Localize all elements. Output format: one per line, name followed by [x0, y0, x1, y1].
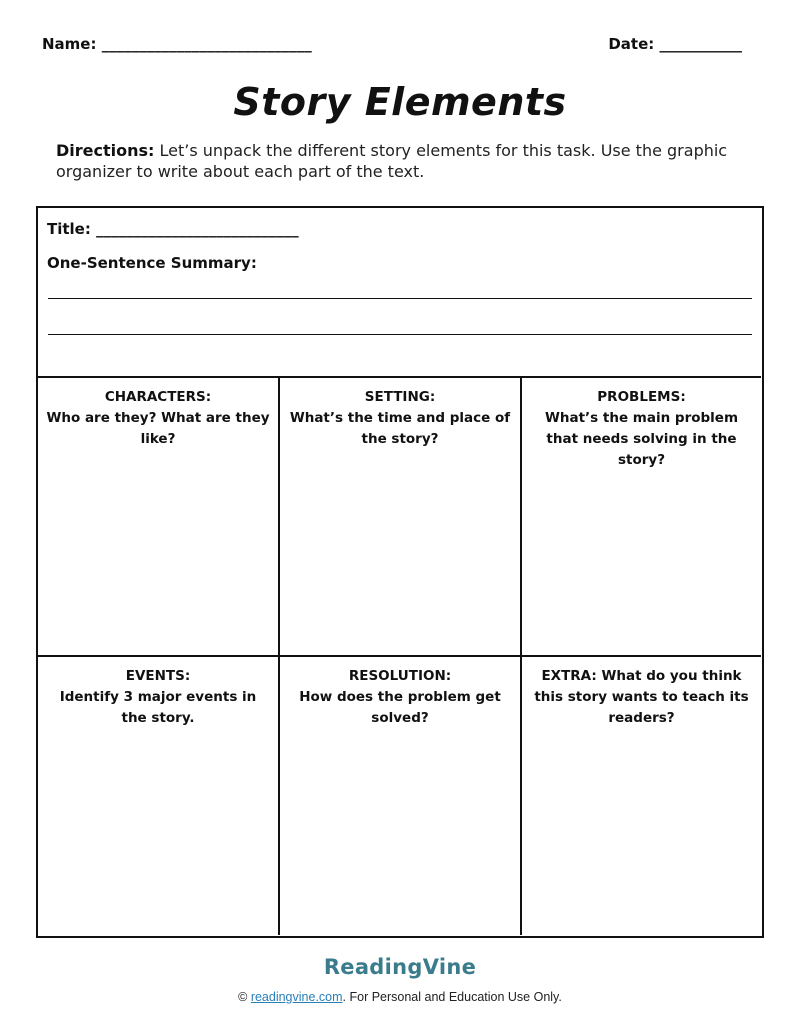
summary-line-2[interactable] [48, 334, 752, 335]
problems-cell[interactable] [522, 378, 761, 657]
events-prompt: Identify 3 major events in the story. [59, 689, 257, 726]
footer-copyright [0, 990, 800, 1004]
summary-box [38, 208, 761, 378]
page-title: Story Elements [233, 80, 567, 124]
events-cell[interactable] [38, 657, 280, 935]
readingvine-link[interactable]: readingvine.com [250, 990, 343, 1004]
story-title-field[interactable]: Title: ___________________________ [47, 220, 299, 238]
summary-line-1[interactable] [48, 298, 752, 299]
problems-prompt: What’s the main problem that needs solving in the story? [544, 410, 739, 468]
graphic-organizer [36, 206, 764, 938]
directions-label: Directions: [56, 141, 155, 160]
resolution-heading: RESOLUTION: [348, 668, 452, 684]
setting-cell[interactable] [280, 378, 522, 657]
date-field[interactable] [608, 35, 742, 53]
resolution-prompt: How does the problem get solved? [299, 689, 501, 726]
characters-heading: CHARACTERS: [104, 389, 212, 405]
date-field-label: Date: ___________ [608, 35, 742, 53]
summary-label: One-Sentence Summary: [47, 254, 257, 272]
setting-heading: SETTING: [364, 389, 436, 405]
readingvine-logo: ReadingVine [323, 955, 477, 979]
setting-prompt: What’s the time and place of the story? [289, 410, 511, 447]
elements-grid [38, 378, 761, 935]
events-heading: EVENTS: [125, 668, 191, 684]
directions [56, 140, 746, 182]
footer-usage-text: . For Personal and Education Use Only. [342, 990, 562, 1004]
resolution-cell[interactable] [280, 657, 522, 935]
name-field[interactable] [42, 35, 312, 53]
extra-cell[interactable] [522, 657, 761, 935]
header-row [42, 31, 742, 57]
characters-prompt: Who are they? What are they like? [46, 410, 270, 447]
characters-cell[interactable] [38, 378, 280, 657]
directions-text: Let’s unpack the different story elements for this task. Use the graphic organizer to write about each part of the text. [56, 141, 728, 181]
problems-heading: PROBLEMS: [597, 389, 686, 405]
name-field-label: Name: ____________________________ [42, 35, 312, 53]
extra-heading: EXTRA: What do you think this story wants to teach its readers? [534, 668, 749, 726]
copyright-symbol: © [238, 990, 251, 1004]
